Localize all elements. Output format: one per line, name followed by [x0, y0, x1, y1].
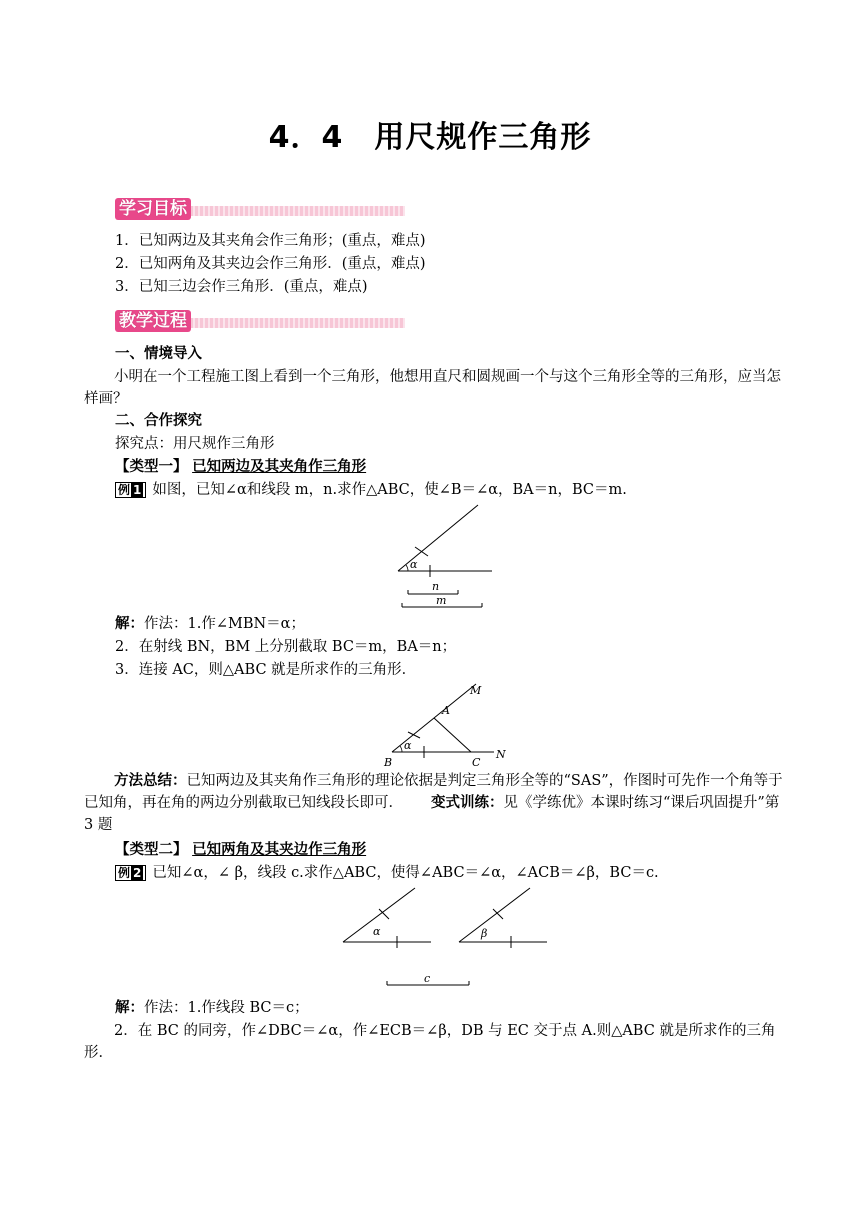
goals-banner-label: 学习目标 [115, 198, 191, 220]
method-label: 方法总结： [114, 772, 187, 789]
m-label: m [436, 594, 447, 607]
point-a-label: A [442, 704, 450, 717]
beta-ray-upper [459, 888, 530, 942]
example-label: 例 [118, 866, 131, 880]
solution1-step1 [115, 614, 305, 634]
figure-angles-alpha-beta [335, 885, 555, 990]
example2-badge [115, 865, 146, 881]
variant-text: 见《学练优》本课时练习“课后巩固提升”第 3 题 [84, 795, 780, 833]
example-number: 1 [133, 483, 142, 497]
solution2-step2: 2．在 BC 的同旁，作∠DBC＝∠α，作∠ECB＝∠β，DB 与 EC 交于点 A.则△ABC 就是所求作的三角形． [84, 1023, 776, 1061]
point-n-label: N [496, 748, 506, 761]
process-banner-label: 教学过程 [115, 310, 191, 332]
type1-title: 已知两边及其夹角作三角形 [192, 458, 367, 475]
c-label: c [424, 972, 431, 985]
solution1-step2: 2．在射线 BN，BM 上分别截取 BC＝m，BA＝n； [115, 639, 457, 655]
explore-point: 探究点：用尺规作三角形 [115, 436, 275, 452]
point-b-label: B [384, 756, 393, 769]
figure-angle-alpha-segments [390, 500, 500, 612]
tick-mark [493, 909, 503, 919]
type1-heading [115, 457, 366, 477]
solution2-step1 [115, 998, 309, 1018]
alpha-label: α [404, 739, 412, 752]
intro-paragraph: 小明在一个工程施工图上看到一个三角形，他想用直尺和圆规画一个与这个三角形全等的三角形，应当怎样画？ [84, 369, 781, 407]
point-m-label: M [470, 684, 482, 697]
example-label: 例 [118, 483, 131, 497]
process-banner [115, 310, 405, 334]
n-label: n [432, 580, 440, 593]
beta-label: β [481, 927, 488, 940]
solution1-step3: 3．连接 AC，则△ABC 就是所求作的三角形． [115, 662, 417, 678]
goal-item: 1．已知两边及其夹角会作三角形；(重点，难点) [115, 233, 426, 249]
figure-triangle-abc [380, 680, 510, 770]
solution-text: 作法：1.作∠MBN＝α； [144, 616, 305, 632]
point-c-label: C [472, 756, 481, 769]
alpha-label: α [410, 558, 418, 571]
type2-heading [115, 840, 366, 860]
method-text: 已知两边及其夹角作三角形的理论依据是判定三角形全等的“SAS”，作图时可先作一个角等于已知角，再在角的两边分别截取已知线段长即可． [84, 773, 783, 811]
variant-label: 变式训练： [431, 794, 504, 811]
page-title: 4．4 用尺规作三角形 [268, 120, 592, 155]
angle-arc [400, 746, 402, 752]
section-heading-explore: 二、合作探究 [115, 412, 202, 429]
example1-text: 如图，已知∠α和线段 m，n.求作△ABC，使∠B＝∠α，BA＝n，BC＝m. [152, 482, 627, 498]
example1-badge [115, 482, 146, 498]
type2-bracket: 【类型二】 [115, 841, 188, 858]
example1 [115, 480, 627, 500]
example-number: 2 [133, 866, 142, 880]
goal-item: 2．已知两角及其夹边会作三角形．(重点，难点) [115, 256, 426, 272]
method-summary [84, 770, 784, 836]
type2-title: 已知两角及其夹边作三角形 [192, 841, 367, 858]
example2 [115, 863, 659, 883]
solution-text: 作法：1.作线段 BC＝c； [144, 1000, 309, 1016]
type1-bracket: 【类型一】 [115, 458, 188, 475]
goals-banner [115, 198, 405, 222]
example2-text: 已知∠α，∠ β，线段 c.求作△ABC，使得∠ABC＝∠α，∠ACB＝∠β，BC＝c. [152, 865, 659, 881]
section-heading-intro: 一、情境导入 [115, 345, 202, 362]
angle-arc [406, 565, 408, 571]
alpha-label: α [373, 925, 381, 938]
goal-item: 3．已知三边会作三角形．(重点，难点) [115, 279, 368, 295]
solution-label: 解： [115, 999, 144, 1016]
solution-label: 解： [115, 615, 144, 632]
segment-ac [434, 718, 471, 752]
